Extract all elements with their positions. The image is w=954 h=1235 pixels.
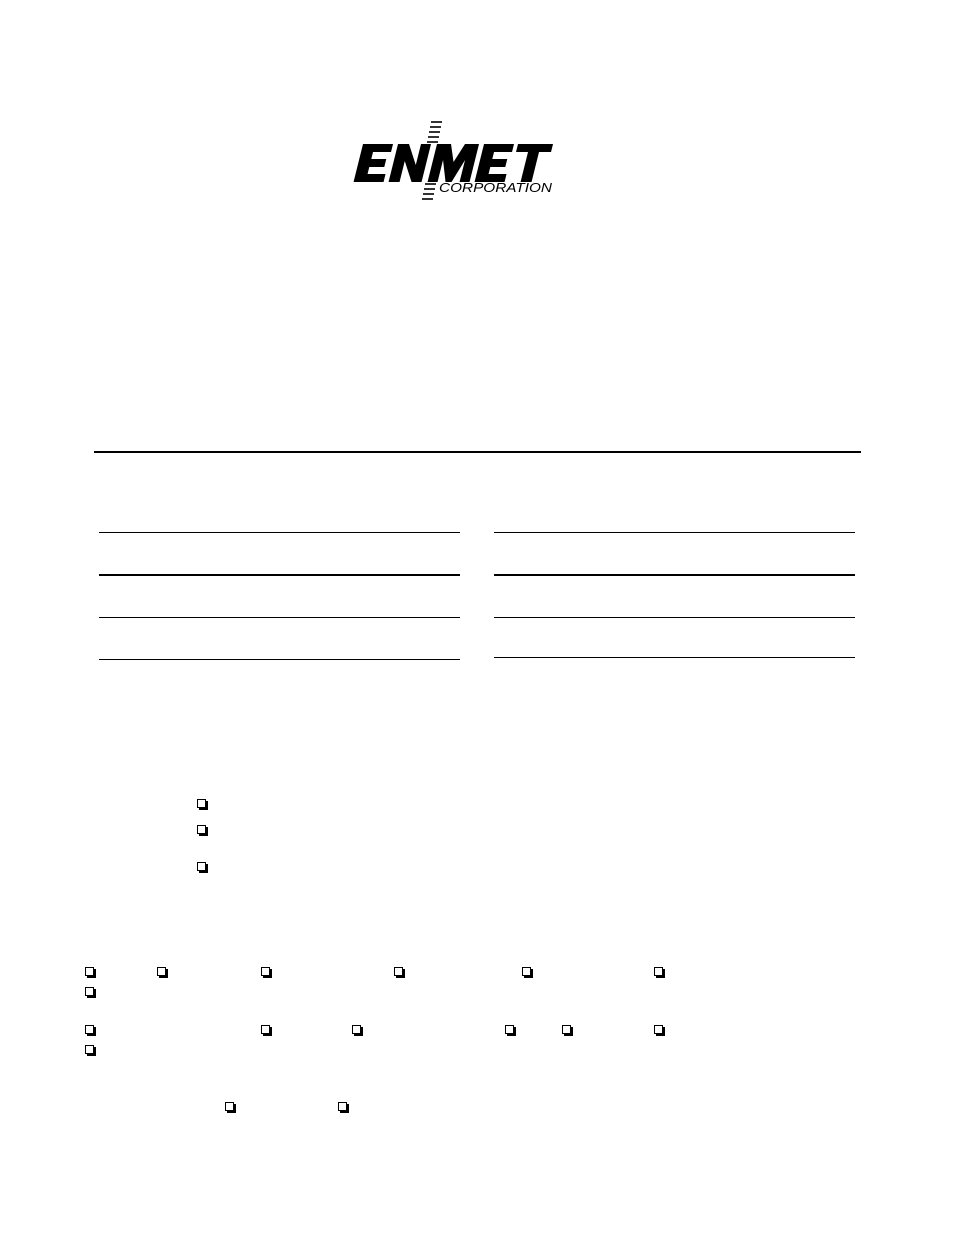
checkbox-a2[interactable]: [197, 825, 206, 834]
checkbox-d1[interactable]: [225, 1102, 234, 1111]
enmet-logo: [348, 116, 570, 206]
checkbox-c4[interactable]: [505, 1025, 514, 1034]
field-line-right-1[interactable]: [494, 532, 855, 533]
field-line-left-2[interactable]: [99, 574, 460, 576]
checkbox-c3[interactable]: [352, 1025, 361, 1034]
checkbox-d2[interactable]: [338, 1102, 347, 1111]
field-line-left-3[interactable]: [99, 617, 460, 618]
checkbox-b4[interactable]: [394, 967, 403, 976]
field-line-right-3[interactable]: [494, 617, 855, 618]
logo-subtitle: CORPORATION: [439, 181, 554, 195]
checkbox-c6[interactable]: [654, 1025, 663, 1034]
checkbox-b6[interactable]: [654, 967, 663, 976]
checkbox-b7[interactable]: [85, 987, 94, 996]
checkbox-a1[interactable]: [197, 799, 206, 808]
checkbox-c5[interactable]: [562, 1025, 571, 1034]
field-line-right-4[interactable]: [494, 657, 855, 658]
checkbox-c1[interactable]: [85, 1025, 94, 1034]
checkbox-a3[interactable]: [197, 862, 206, 871]
section-divider: [94, 451, 861, 453]
checkbox-b5[interactable]: [522, 967, 531, 976]
field-line-left-4[interactable]: [99, 659, 460, 660]
field-line-left-1[interactable]: [99, 532, 460, 533]
checkbox-b1[interactable]: [85, 967, 94, 976]
checkbox-c7[interactable]: [85, 1045, 94, 1054]
checkbox-b2[interactable]: [157, 967, 166, 976]
checkbox-c2[interactable]: [261, 1025, 270, 1034]
field-line-right-2[interactable]: [494, 574, 855, 576]
checkbox-b3[interactable]: [261, 967, 270, 976]
